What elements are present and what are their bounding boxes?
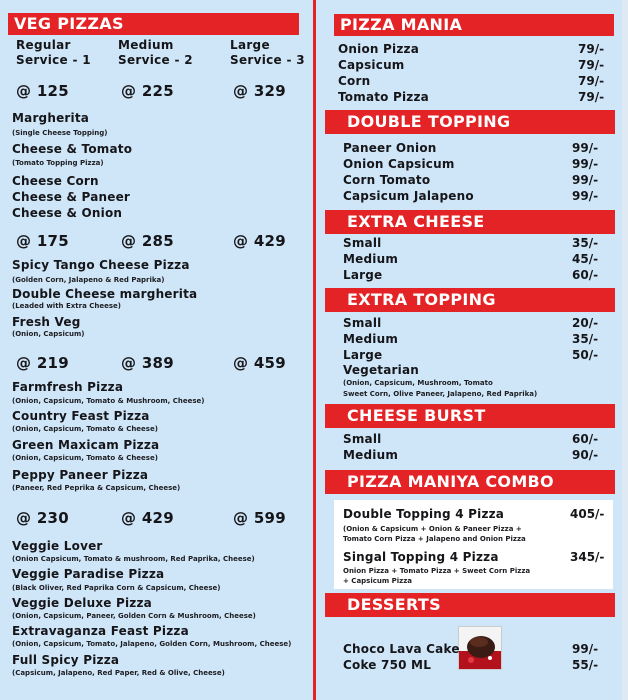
menu-item-desc: (Onion, Capsicum, Tomato & Cheese) bbox=[12, 425, 158, 433]
menu-item-desc: (Leaded with Extra Cheese) bbox=[12, 302, 121, 310]
menu-item-price: 79/- bbox=[578, 58, 605, 72]
menu-item-price: 60/- bbox=[572, 432, 599, 446]
menu-item: Small bbox=[343, 316, 382, 330]
menu-item: Extravaganza Feast Pizza bbox=[12, 624, 189, 638]
menu-item: Peppy Paneer Pizza bbox=[12, 468, 149, 482]
column-head-large bbox=[230, 38, 305, 68]
menu-item-price: 99/- bbox=[572, 189, 599, 203]
group-4-price-regular: @ 230 bbox=[16, 509, 70, 527]
menu-item-desc: (Onion Capsicum, Tomato & mushroom, Red Paprika, Cheese) bbox=[12, 555, 255, 563]
column-head-line: Service - 2 bbox=[118, 53, 193, 67]
menu-item: Country Feast Pizza bbox=[12, 409, 150, 423]
menu-item: Capsicum bbox=[338, 58, 405, 72]
menu-item: Onion Capsicum bbox=[343, 157, 455, 171]
menu-item-desc: Sweet Corn, Olive Paneer, Jalapeno, Red Paprika) bbox=[343, 390, 538, 398]
menu-item-desc: (Onion, Capsicum, Tomato & Cheese) bbox=[12, 454, 158, 462]
group-3-price-medium: @ 389 bbox=[121, 354, 175, 372]
menu-item: Medium bbox=[343, 448, 399, 462]
menu-item: Veggie Paradise Pizza bbox=[12, 567, 165, 581]
menu-item: Fresh Veg bbox=[12, 315, 81, 329]
menu-item: Double Cheese margherita bbox=[12, 287, 198, 301]
column-head-medium bbox=[118, 38, 193, 68]
menu-item: Tomato Pizza bbox=[338, 90, 429, 104]
menu-item: Veggie Lover bbox=[12, 539, 103, 553]
menu-item: Large bbox=[343, 348, 383, 362]
menu-item-desc: (Black Oliver, Red Paprika Corn & Capsicum, Cheese) bbox=[12, 584, 221, 592]
menu-item: Medium bbox=[343, 332, 399, 346]
menu-item: Medium bbox=[343, 252, 399, 266]
menu-item: Onion Pizza bbox=[338, 42, 419, 56]
menu-item-price: 99/- bbox=[572, 141, 599, 155]
menu-item: Cheese & Tomato bbox=[12, 142, 133, 156]
menu-item: Singal Topping 4 Pizza bbox=[343, 550, 499, 564]
menu-item-price: 79/- bbox=[578, 74, 605, 88]
menu-item-desc: (Tomato Topping Pizza) bbox=[12, 159, 104, 167]
group-4-price-medium: @ 429 bbox=[121, 509, 175, 527]
menu-item: Large bbox=[343, 268, 383, 282]
menu-item-price: 345/- bbox=[570, 550, 605, 564]
column-head-line: Medium bbox=[118, 38, 174, 52]
group-3-price-regular: @ 219 bbox=[16, 354, 70, 372]
menu-item: Veggie Deluxe Pizza bbox=[12, 596, 152, 610]
menu-item: Full Spicy Pizza bbox=[12, 653, 120, 667]
menu-item-price: 55/- bbox=[572, 658, 599, 672]
menu-item-price: 405/- bbox=[570, 507, 605, 521]
group-1-price-medium: @ 225 bbox=[121, 82, 175, 100]
group-2-price-large: @ 429 bbox=[233, 232, 287, 250]
menu-item: Capsicum Jalapeno bbox=[343, 189, 474, 203]
group-2-price-medium: @ 285 bbox=[121, 232, 175, 250]
column-divider bbox=[313, 0, 316, 700]
menu-item-desc: (Capsicum, Jalapeno, Red Paper, Red & Olive, Cheese) bbox=[12, 669, 225, 677]
menu-item: Corn Tomato bbox=[343, 173, 431, 187]
menu-item: Small bbox=[343, 236, 382, 250]
group-2-price-regular: @ 175 bbox=[16, 232, 70, 250]
menu-item-desc: (Onion, Capsicum, Mushroom, Tomato bbox=[343, 379, 493, 387]
group-1-price-regular: @ 125 bbox=[16, 82, 70, 100]
desserts-header: DESSERTS bbox=[325, 593, 615, 617]
menu-item-desc: (Golden Corn, Jalapeno & Red Paprika) bbox=[12, 276, 165, 284]
menu-item-price: 90/- bbox=[572, 448, 599, 462]
column-head-line: Service - 1 bbox=[16, 53, 91, 67]
menu-item: Cheese & Onion bbox=[12, 206, 123, 220]
double-topping-header: DOUBLE TOPPING bbox=[325, 110, 615, 134]
menu-item-desc: + Capsicum Pizza bbox=[343, 577, 413, 585]
menu-item: Paneer Onion bbox=[343, 141, 437, 155]
menu-item-desc: (Onion, Capsicum, Paneer, Golden Corn & Mushroom, Cheese) bbox=[12, 612, 256, 620]
menu-item: Cheese Corn bbox=[12, 174, 99, 188]
menu-item-price: 35/- bbox=[572, 332, 599, 346]
combo-header: PIZZA MANIYA COMBO bbox=[325, 470, 615, 494]
menu-item: Vegetarian bbox=[343, 363, 420, 377]
cheese-burst-header: CHEESE BURST bbox=[325, 404, 615, 428]
menu-item-price: 99/- bbox=[572, 642, 599, 656]
menu-item-desc: (Onion, Capsicum, Tomato, Jalapeno, Golden Corn, Mushroom, Cheese) bbox=[12, 640, 292, 648]
group-1-price-large: @ 329 bbox=[233, 82, 287, 100]
menu-item-desc: (Onion, Capsicum, Tomato & Mushroom, Cheese) bbox=[12, 397, 205, 405]
menu-item-price: 50/- bbox=[572, 348, 599, 362]
menu-item-price: 60/- bbox=[572, 268, 599, 282]
menu-item-desc: Onion Pizza + Tomato Pizza + Sweet Corn Pizza bbox=[343, 567, 531, 575]
menu-item-desc: (Paneer, Red Peprika & Capsicum, Cheese) bbox=[12, 484, 181, 492]
cake-photo-icon bbox=[459, 627, 501, 669]
column-head-line: Large bbox=[230, 38, 270, 52]
menu-item-price: 35/- bbox=[572, 236, 599, 250]
group-4-price-large: @ 599 bbox=[233, 509, 287, 527]
menu-item: Cheese & Paneer bbox=[12, 190, 131, 204]
choco-lava-cake-image bbox=[458, 626, 502, 670]
column-head-regular bbox=[16, 38, 91, 68]
menu-item-price: 79/- bbox=[578, 42, 605, 56]
menu-item: Farmfresh Pizza bbox=[12, 380, 124, 394]
menu-item: Coke 750 ML bbox=[343, 658, 432, 672]
menu-item-desc: (Onion & Capsicum + Onion & Paneer Pizza + bbox=[343, 525, 522, 533]
menu-item-price: 99/- bbox=[572, 173, 599, 187]
menu-item: Choco Lava Cake bbox=[343, 642, 460, 656]
menu-item-desc: (Single Cheese Topping) bbox=[12, 129, 108, 137]
veg-pizzas-header: VEG PIZZAS bbox=[8, 13, 299, 35]
menu-item: Spicy Tango Cheese Pizza bbox=[12, 258, 190, 272]
menu-item: Small bbox=[343, 432, 382, 446]
extra-topping-header: EXTRA TOPPING bbox=[325, 288, 615, 312]
menu-item-desc: Tomato Corn Pizza + Jalapeno and Onion Pizza bbox=[343, 535, 526, 543]
extra-cheese-header: EXTRA CHEESE bbox=[325, 210, 615, 234]
pizza-mania-header: PIZZA MANIA bbox=[334, 14, 614, 36]
menu-item-price: 20/- bbox=[572, 316, 599, 330]
menu-item-desc: (Onion, Capsicum) bbox=[12, 330, 85, 338]
menu-item-price: 99/- bbox=[572, 157, 599, 171]
menu-item-price: 79/- bbox=[578, 90, 605, 104]
menu-item: Green Maxicam Pizza bbox=[12, 438, 160, 452]
group-3-price-large: @ 459 bbox=[233, 354, 287, 372]
menu-item: Corn bbox=[338, 74, 371, 88]
page-edge bbox=[622, 0, 628, 700]
column-head-line: Regular bbox=[16, 38, 71, 52]
column-head-line: Service - 3 bbox=[230, 53, 305, 67]
menu-item-price: 45/- bbox=[572, 252, 599, 266]
menu-item: Double Topping 4 Pizza bbox=[343, 507, 505, 521]
menu-item: Margherita bbox=[12, 111, 90, 125]
